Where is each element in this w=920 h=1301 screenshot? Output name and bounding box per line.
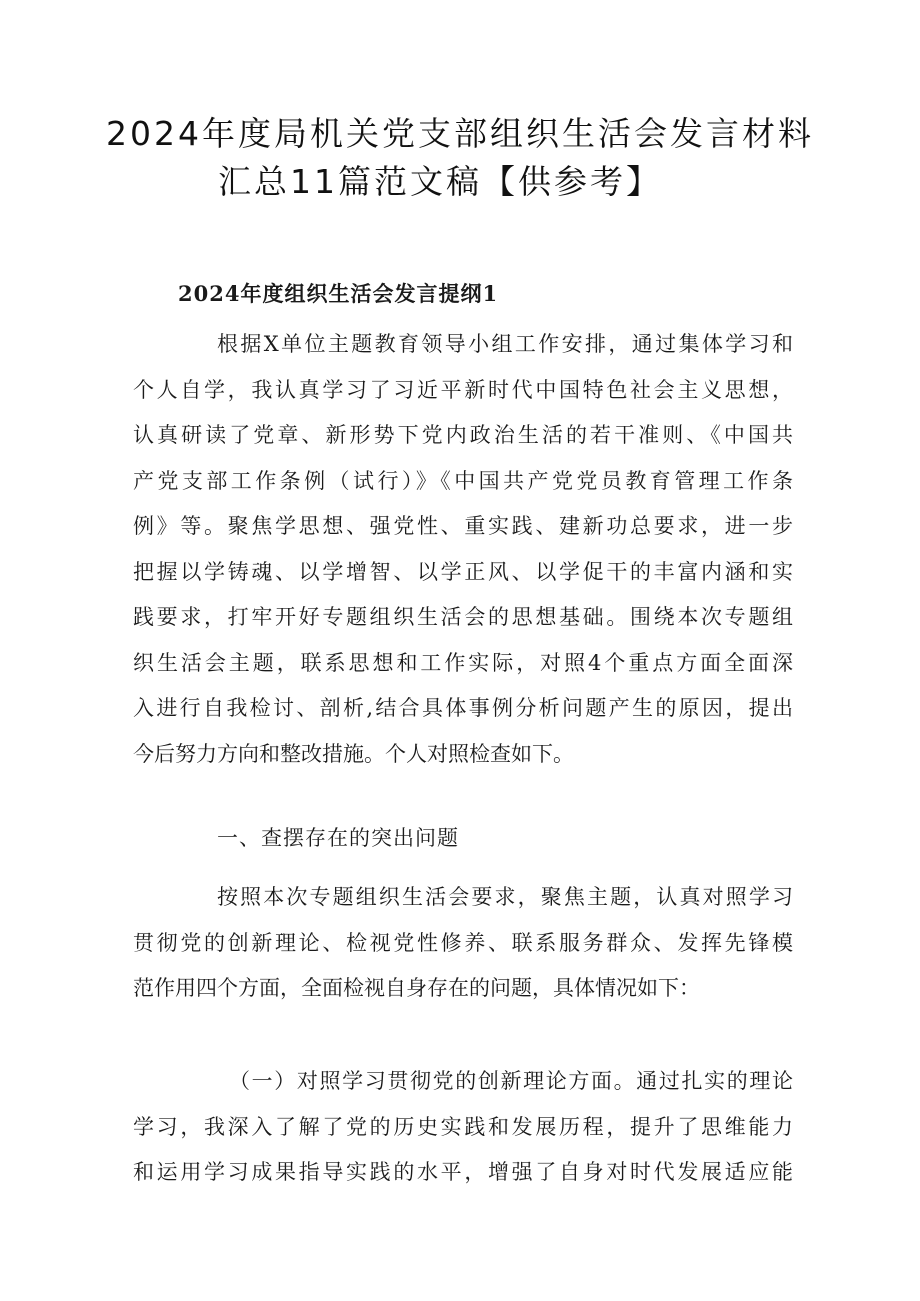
paragraph-line: 贯彻党的创新理论、检视党性修养、联系服务群众、发挥先锋模 [133, 930, 793, 955]
paragraph-line: 入进行自我检讨、剖析,结合具体事例分析问题产生的原因，提出 [133, 696, 793, 720]
title-line-2: 汇总11篇范文稿【供参考】 [218, 162, 662, 201]
paragraph-problems-intro [133, 875, 793, 1012]
paragraph-line: 认真研读了党章、新形势下党内政治生活的若干准则、《中国共 [133, 423, 793, 447]
paragraph-theory [133, 1059, 793, 1196]
paragraph-line: 学习，我深入了解了党的历史实践和发展历程，提升了思维能力 [133, 1114, 793, 1139]
document-title [0, 110, 920, 206]
paragraph-line: 个人自学，我认真学习了习近平新时代中国特色社会主义思想， [133, 377, 793, 402]
paragraph-line: 今后努力方向和整改措施。个人对照检查如下。 [133, 741, 574, 766]
paragraph-line: 和运用学习成果指导实践的水平，增强了自身对时代发展适应能 [133, 1160, 793, 1184]
paragraph-line: 例》等。聚焦学思想、强党性、重实践、建新功总要求，进一步 [133, 514, 793, 538]
paragraph-line: 根据X单位主题教育领导小组工作安排，通过集体学习和 [217, 332, 793, 356]
section-subheading: 2024年度组织生活会发言提纲1 [178, 281, 499, 306]
paragraph-line: （一）对照学习贯彻党的创新理论方面。通过扎实的理论 [229, 1069, 793, 1093]
paragraph-line: 按照本次专题组织生活会要求，聚焦主题，认真对照学习 [217, 885, 793, 909]
section-heading-1: 一、查摆存在的突出问题 [217, 826, 459, 850]
paragraph-intro [133, 322, 793, 777]
paragraph-line: 产党支部工作条例（试行）》《中国共产党党员教育管理工作条 [133, 468, 793, 493]
paragraph-line: 织生活会主题，联系思想和工作实际，对照4个重点方面全面深 [133, 650, 793, 675]
paragraph-line: 把握以学铸魂、以学增智、以学正风、以学促干的丰富内涵和实 [133, 559, 793, 584]
paragraph-line: 范作用四个方面，全面检视自身存在的问题，具体情况如下： [133, 976, 700, 1000]
title-line-1: 2024年度局机关党支部组织生活会发言材料 [106, 114, 814, 153]
paragraph-line: 践要求，打牢开好专题组织生活会的思想基础。围绕本次专题组 [133, 605, 793, 629]
